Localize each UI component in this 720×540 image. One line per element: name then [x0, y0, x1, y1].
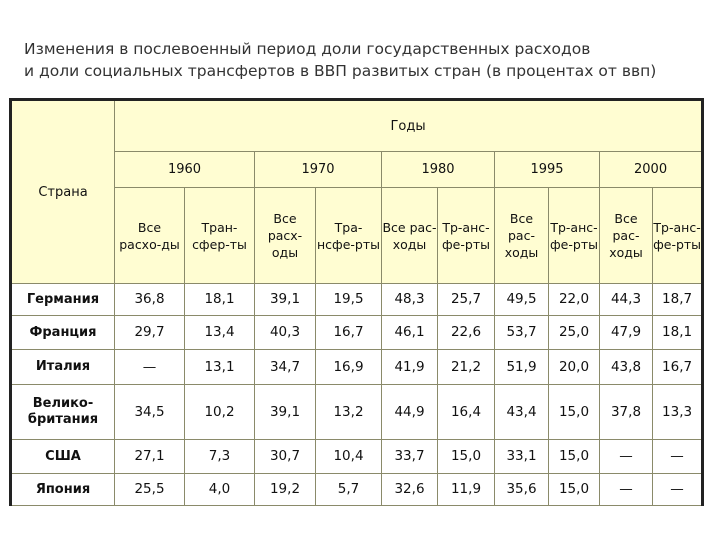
value-cell: 22,0 [549, 284, 600, 316]
country-cell: Франция [11, 316, 115, 350]
value-cell: 10,2 [185, 385, 255, 440]
country-cell: США [11, 440, 115, 474]
table-row [11, 284, 703, 316]
year-header-2000: 2000 [600, 152, 703, 188]
value-cell: 33,1 [495, 440, 549, 474]
title-line-1: Изменения в послевоенный период доли государственных расходов [24, 40, 591, 58]
subheader-total-1970: Все расх-оды [255, 188, 316, 284]
table-row [11, 385, 703, 440]
value-cell: 21,2 [438, 350, 495, 385]
value-cell: 4,0 [185, 474, 255, 506]
value-cell: 37,8 [600, 385, 653, 440]
subheader-transfers-1995: Тр-анс-фе-рты [549, 188, 600, 284]
value-cell: 13,3 [653, 385, 703, 440]
value-cell: 16,4 [438, 385, 495, 440]
value-cell: 15,0 [438, 440, 495, 474]
year-header-1960: 1960 [115, 152, 255, 188]
value-cell: 27,1 [115, 440, 185, 474]
value-cell: — [653, 474, 703, 506]
title-line-2: и доли социальных трансфертов в ВВП развитых стран (в процентах от ввп) [24, 62, 657, 80]
value-cell: 33,7 [382, 440, 438, 474]
table-row [11, 474, 703, 506]
value-cell: 39,1 [255, 385, 316, 440]
subheader-transfers-2000: Тр-анс-фе-рты [653, 188, 703, 284]
value-cell: 15,0 [549, 385, 600, 440]
subheader-transfers-1960: Тран-сфер-ты [185, 188, 255, 284]
subheader-total-2000: Все рас-ходы [600, 188, 653, 284]
value-cell: 48,3 [382, 284, 438, 316]
value-cell: 30,7 [255, 440, 316, 474]
value-cell: 15,0 [549, 474, 600, 506]
country-cell: Германия [11, 284, 115, 316]
value-cell: 44,3 [600, 284, 653, 316]
subheader-total-1960: Все расхо-ды [115, 188, 185, 284]
value-cell: 19,2 [255, 474, 316, 506]
value-cell: 51,9 [495, 350, 549, 385]
value-cell: 29,7 [115, 316, 185, 350]
table-row [11, 440, 703, 474]
value-cell: 18,1 [185, 284, 255, 316]
value-cell: 25,7 [438, 284, 495, 316]
value-cell: 32,6 [382, 474, 438, 506]
value-cell: 43,4 [495, 385, 549, 440]
year-header-1980: 1980 [382, 152, 495, 188]
value-cell: 13,1 [185, 350, 255, 385]
country-cell: Италия [11, 350, 115, 385]
years-header: Годы [115, 100, 703, 152]
value-cell: 25,5 [115, 474, 185, 506]
gov-spending-table [9, 98, 704, 506]
country-cell: Велико-британия [11, 385, 115, 440]
value-cell: 13,2 [316, 385, 382, 440]
value-cell: 18,1 [653, 316, 703, 350]
subheader-total-1980: Все рас-ходы [382, 188, 438, 284]
value-cell: 5,7 [316, 474, 382, 506]
value-cell: 43,8 [600, 350, 653, 385]
value-cell: 39,1 [255, 284, 316, 316]
value-cell: 20,0 [549, 350, 600, 385]
value-cell: 46,1 [382, 316, 438, 350]
value-cell: 36,8 [115, 284, 185, 316]
value-cell: 15,0 [549, 440, 600, 474]
value-cell: 34,5 [115, 385, 185, 440]
year-header-1995: 1995 [495, 152, 600, 188]
value-cell: 44,9 [382, 385, 438, 440]
subheader-total-1995: Все рас-ходы [495, 188, 549, 284]
value-cell: 25,0 [549, 316, 600, 350]
value-cell: 16,7 [653, 350, 703, 385]
value-cell: 18,7 [653, 284, 703, 316]
value-cell: 11,9 [438, 474, 495, 506]
table-row [11, 316, 703, 350]
value-cell: 10,4 [316, 440, 382, 474]
value-cell: 19,5 [316, 284, 382, 316]
value-cell: 40,3 [255, 316, 316, 350]
value-cell: — [653, 440, 703, 474]
country-cell: Япония [11, 474, 115, 506]
value-cell: — [600, 474, 653, 506]
value-cell: 53,7 [495, 316, 549, 350]
value-cell: 16,9 [316, 350, 382, 385]
value-cell: 47,9 [600, 316, 653, 350]
year-header-1970: 1970 [255, 152, 382, 188]
value-cell: 34,7 [255, 350, 316, 385]
table-title [24, 38, 704, 82]
country-column-header: Страна [11, 100, 115, 284]
value-cell: 49,5 [495, 284, 549, 316]
value-cell: 35,6 [495, 474, 549, 506]
table-row [11, 350, 703, 385]
value-cell: 41,9 [382, 350, 438, 385]
value-cell: 22,6 [438, 316, 495, 350]
value-cell: 7,3 [185, 440, 255, 474]
subheader-transfers-1980: Тр-анс-фе-рты [438, 188, 495, 284]
value-cell: 13,4 [185, 316, 255, 350]
value-cell: 16,7 [316, 316, 382, 350]
value-cell: — [600, 440, 653, 474]
subheader-transfers-1970: Тра-нсфе-рты [316, 188, 382, 284]
value-cell: — [115, 350, 185, 385]
